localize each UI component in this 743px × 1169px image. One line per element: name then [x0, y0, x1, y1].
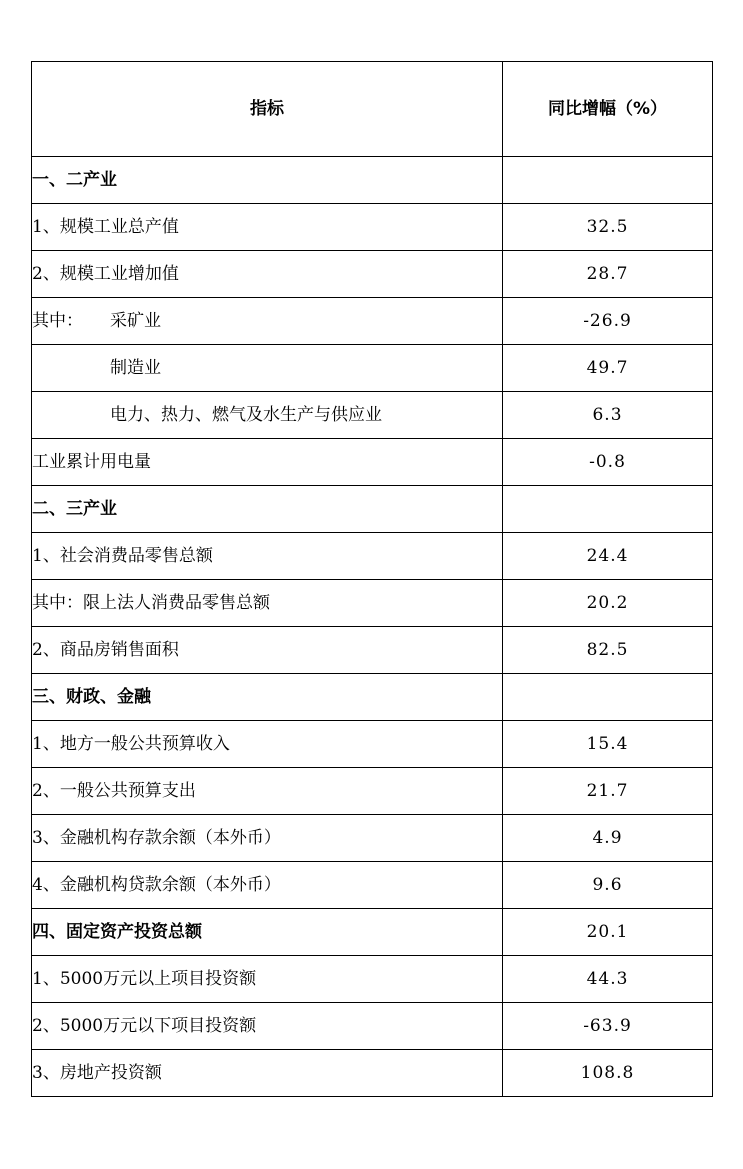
row-label: 2、商品房销售面积 [32, 627, 503, 674]
table-row [32, 768, 713, 815]
row-label: 2、一般公共预算支出 [32, 768, 503, 815]
table-row [32, 909, 713, 956]
row-value: 82.5 [503, 627, 713, 674]
table-row [32, 815, 713, 862]
row-label: 制造业 [110, 357, 161, 378]
table-header [32, 62, 713, 157]
row-label-cell [32, 345, 503, 392]
table-row [32, 1003, 713, 1050]
row-value: 108.8 [503, 1050, 713, 1097]
table-row [32, 674, 713, 721]
row-label: 其中：限上法人消费品零售总额 [32, 580, 503, 627]
row-value: -26.9 [503, 298, 713, 345]
header-growth-rate: 同比增幅（%） [503, 62, 713, 157]
row-label: 一、二产业 [32, 157, 503, 204]
row-label: 2、规模工业增加值 [32, 251, 503, 298]
header-indicator: 指标 [32, 62, 503, 157]
row-value [503, 157, 713, 204]
row-label-cell [32, 392, 503, 439]
table-row [32, 251, 713, 298]
table-row [32, 580, 713, 627]
table-row [32, 439, 713, 486]
row-value: 49.7 [503, 345, 713, 392]
row-label: 二、三产业 [32, 486, 503, 533]
row-value: 9.6 [503, 862, 713, 909]
row-value [503, 674, 713, 721]
table-row [32, 298, 713, 345]
row-label: 3、金融机构存款余额（本外币） [32, 815, 503, 862]
row-label: 四、固定资产投资总额 [32, 909, 503, 956]
table-row [32, 204, 713, 251]
row-label: 2、5000万元以下项目投资额 [32, 1003, 503, 1050]
row-value: -0.8 [503, 439, 713, 486]
row-label: 1、规模工业总产值 [32, 204, 503, 251]
row-value: 15.4 [503, 721, 713, 768]
row-value: 6.3 [503, 392, 713, 439]
table-row [32, 486, 713, 533]
table-row [32, 392, 713, 439]
table-row [32, 627, 713, 674]
row-label: 1、社会消费品零售总额 [32, 533, 503, 580]
row-label: 电力、热力、燃气及水生产与供应业 [110, 404, 382, 425]
row-label: 3、房地产投资额 [32, 1050, 503, 1097]
row-value: 24.4 [503, 533, 713, 580]
table-row [32, 721, 713, 768]
row-value: 20.1 [503, 909, 713, 956]
row-value: 21.7 [503, 768, 713, 815]
table-row [32, 157, 713, 204]
row-label-cell [32, 298, 503, 345]
row-label: 工业累计用电量 [32, 439, 503, 486]
row-value [503, 486, 713, 533]
table-body [32, 157, 713, 1097]
row-label: 1、地方一般公共预算收入 [32, 721, 503, 768]
row-value: 4.9 [503, 815, 713, 862]
header-row [32, 62, 713, 157]
statistics-table [31, 61, 713, 1097]
table-row [32, 956, 713, 1003]
row-value: -63.9 [503, 1003, 713, 1050]
row-label: 三、财政、金融 [32, 674, 503, 721]
row-value: 28.7 [503, 251, 713, 298]
table-row [32, 345, 713, 392]
row-label: 1、5000万元以上项目投资额 [32, 956, 503, 1003]
row-value: 20.2 [503, 580, 713, 627]
row-value: 44.3 [503, 956, 713, 1003]
table-row [32, 1050, 713, 1097]
row-label: 4、金融机构贷款余额（本外币） [32, 862, 503, 909]
row-value: 32.5 [503, 204, 713, 251]
row-label: 采矿业 [110, 310, 161, 331]
table-row [32, 862, 713, 909]
table-row [32, 533, 713, 580]
row-prefix: 其中： [32, 310, 83, 331]
